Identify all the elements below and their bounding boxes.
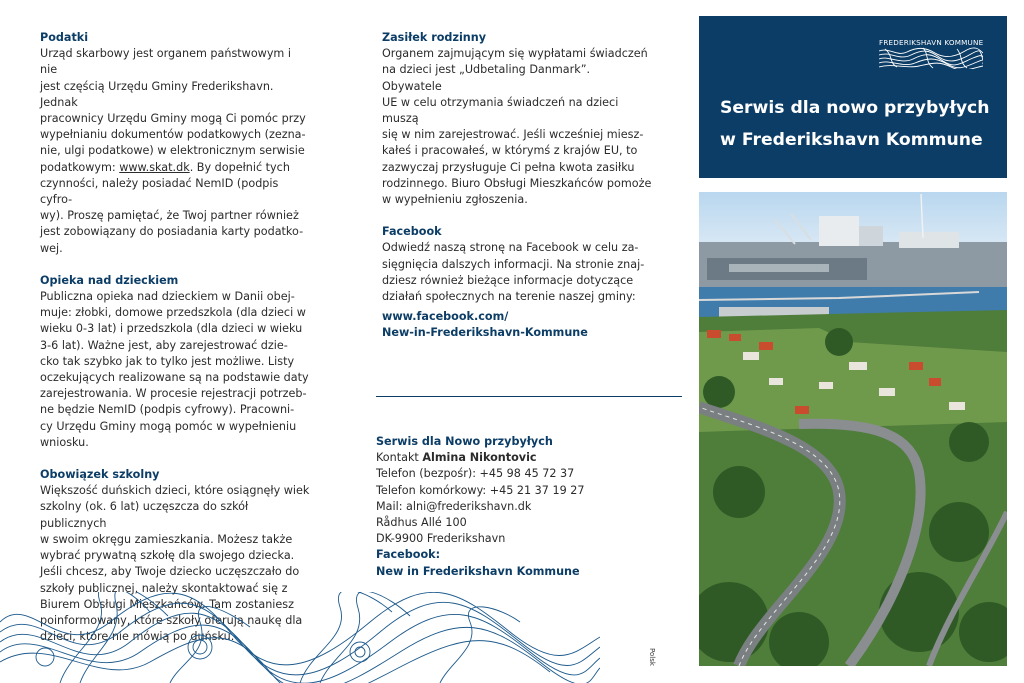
contact-label: Kontakt: [376, 451, 423, 465]
mail-link[interactable]: Mail: alni@frederikshavn.dk: [376, 499, 532, 513]
logo-waves-icon: [879, 47, 983, 69]
section-heading: Obowiązek szkolny: [40, 468, 160, 482]
mobile: Telefon komórkowy: +45 21 37 19 27: [376, 483, 585, 497]
text-line: rodzinnego. Biuro Obsługi Mieszkańców pomoże: [382, 176, 652, 190]
text-line: jest zobowiązany do posiadania karty podatko-: [40, 225, 304, 239]
text-line: nie, ulgi podatkowe) w elektronicznym serwisie: [40, 144, 305, 158]
divider: [376, 396, 682, 397]
text-line: cy Urzędu Gminy mogą pomóc w wypełnieniu: [40, 419, 297, 433]
text-line: UE w celu otrzymania świadczeń na dzieci muszą: [382, 95, 619, 126]
contact-heading: Serwis dla Nowo przybyłych: [376, 435, 553, 448]
text-line: na dzieci jest „Udbetaling Danmark”. Obywatele: [382, 63, 591, 93]
contact-block: [376, 434, 676, 580]
contact-person: [376, 450, 676, 466]
text-line: ne będzie NemID (podpis cyfrowy). Pracowni-: [40, 403, 295, 417]
section-opieka: [40, 273, 310, 451]
section-heading: Facebook: [382, 225, 442, 239]
text-line: Biurem Obsługi Mieszkańców. Tam zostaniesz: [40, 597, 294, 611]
text-line: pracownicy Urzędu Gminy mogą Ci pomóc przy: [40, 112, 306, 126]
text-line: wybrać prywatną szkołę dla swojego dziecka.: [40, 549, 295, 563]
text-line: dzieci, które nie mówią po duńsku.: [40, 630, 235, 644]
text-line: wniosku.: [40, 435, 89, 449]
facebook-link-line: www.facebook.com/: [382, 310, 509, 324]
text-line: jest częścią Urzędu Gminy Frederikshavn. Jednak: [40, 79, 274, 109]
text-line: zarejestrowania. W procesie rejestracji potrzeb-: [40, 387, 307, 401]
text-line: Jeśli chcesz, aby Twoje dziecko uczęszczało do: [40, 565, 300, 579]
text-line: Organem zajmującym się wypłatami świadczeń: [382, 47, 648, 61]
text-line: wypełnianiu dokumentów podatkowych (zezna-: [40, 128, 306, 142]
text-line: dziesz również bieżące informacje dotyczące: [382, 273, 634, 287]
text-line: zazwyczaj przysługuje Ci pełna kwota zasiłku: [382, 160, 635, 174]
left-column: [40, 30, 310, 661]
text-line: w wypełnieniu zgłoszenia.: [382, 193, 528, 207]
text-line: sięgnięcia dalszych informacji. Na stronie znaj-: [382, 257, 645, 271]
text-line: muje: złobki, domowe przedszkola (dla dzieci w: [40, 306, 306, 320]
skat-link[interactable]: www.skat.dk: [119, 160, 190, 174]
text-line: poinformowany, które szkoły oferują naukę dla: [40, 613, 303, 627]
section-podatki: [40, 30, 310, 257]
text-fragment: . By dopełnić tych: [189, 160, 290, 174]
cover-panel: [699, 16, 1007, 178]
text-line: czynności, należy posiadać NemID (podpis cyfro-: [40, 176, 279, 207]
contact-name: Almina Nikontovic: [422, 451, 537, 465]
wave-pattern-icon: [0, 592, 600, 683]
text-line: Większość duńskich dzieci, które osiągnęły wiek: [40, 484, 310, 498]
logo-text: FREDERIKSHAVN KOMMUNE: [879, 38, 984, 47]
harbour-town-photo: [699, 192, 1007, 666]
section-heading: Podatki: [40, 31, 89, 44]
section-heading: Zasiłek rodzinny: [382, 31, 487, 44]
title-line: w Frederikshavn Kommune: [720, 130, 983, 150]
text-line: wej.: [40, 241, 63, 255]
facebook-label: Facebook:: [376, 548, 441, 562]
facebook-page-link[interactable]: New in Frederikshavn Kommune: [376, 564, 580, 578]
municipality-logo: [879, 38, 983, 73]
text-line: w swoim okręgu zamieszkania. Możesz także: [40, 532, 293, 546]
section-heading: Opieka nad dzieckiem: [40, 273, 179, 287]
title-line: Serwis dla nowo przybyłych: [720, 98, 990, 118]
text-line: kałeś i pracowałeś, w którymś z krajów EU, to: [382, 144, 638, 158]
section-zasilek: [382, 30, 652, 208]
text-line: 3-6 lat). Ważne jest, aby zarejestrować dzie-: [40, 338, 288, 352]
text-line: cko tak szybko jak to tylko jest możliwe. Listy: [40, 354, 295, 368]
text-line: oczekujących realizowane są na podstawie daty: [40, 371, 309, 385]
address-line: Rådhus Allé 100: [376, 516, 467, 530]
text-line: szkoły publicznej, należy skontaktować się z: [40, 581, 288, 595]
text-line: wy). Proszę pamiętać, że Twoj partner również: [40, 209, 299, 223]
text-line: Odwiedź naszą stronę na Facebook w celu za-: [382, 241, 639, 255]
text-line: [40, 160, 310, 176]
text-line: Publiczna opieka nad dzieckiem w Danii obej-: [40, 290, 295, 304]
text-line: działań społecznych na terenie naszej gminy:: [382, 290, 636, 304]
section-facebook: [382, 224, 652, 341]
text-line: wieku 0-3 lat) i przedszkola (dla dzieci w wieku: [40, 322, 303, 336]
text-line: Urząd skarbowy jest organem państwowym i nie: [40, 47, 291, 77]
cover-title: [720, 92, 990, 156]
text-line: się w nim zarejestrować. Jeśli wcześniej miesz-: [382, 128, 644, 142]
address-line: DK-9900 Frederikshavn: [376, 532, 506, 546]
facebook-link[interactable]: [382, 309, 652, 341]
text-fragment: podatkowym:: [40, 160, 120, 174]
text-line: szkolny (ok. 6 lat) uczęszcza do szkół publicznych: [40, 500, 249, 530]
facebook-link-line: New-in-Frederikshavn-Kommune: [382, 326, 588, 340]
language-label: Polsk: [648, 648, 656, 666]
middle-column: [382, 30, 652, 358]
phone: Telefon (bezpośr): +45 98 45 72 37: [376, 467, 575, 481]
